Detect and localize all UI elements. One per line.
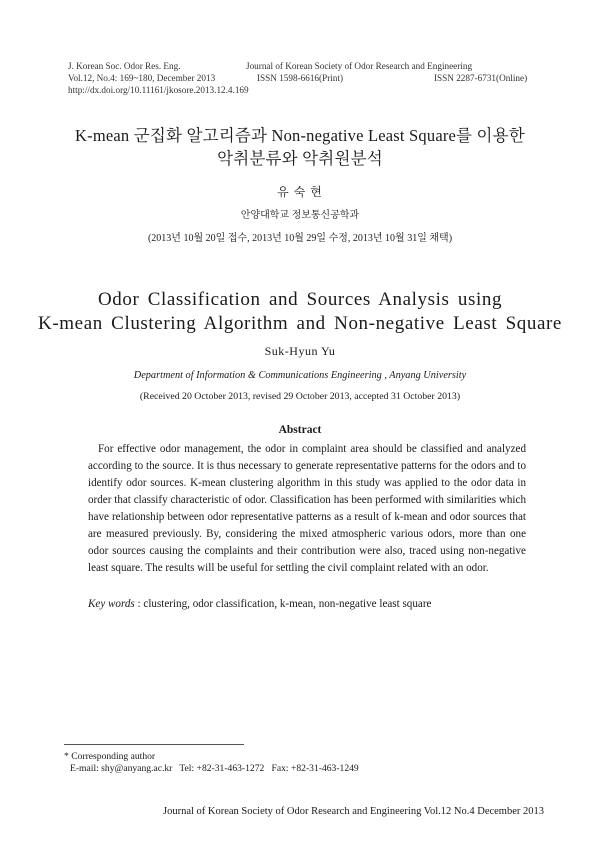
keywords-line xyxy=(88,598,431,610)
korean-affiliation: 안양대학교 정보통신공학과 xyxy=(240,210,360,221)
keywords-label: Key words xyxy=(88,598,135,610)
english-title-line2: K-mean Clustering Algorithm and Non-negative Least Square xyxy=(38,313,562,334)
keywords-separator: : xyxy=(137,598,141,610)
english-author: Suk-Hyun Yu xyxy=(264,344,336,358)
korean-title-line2: 악취분류와 악취원분석 xyxy=(217,149,383,168)
corresponding-author-note: * Corresponding author xyxy=(64,751,156,762)
doi-link[interactable]: http://dx.doi.org/10.11161/jkosore.2013.12.4.169 xyxy=(68,85,249,95)
english-affiliation: Department of Information & Communications Engineering , Anyang University xyxy=(133,370,467,381)
english-dates: (Received 20 October 2013, revised 29 October 2013, accepted 31 October 2013) xyxy=(139,391,461,402)
journal-full-name: Journal of Korean Society of Odor Research and Engineering xyxy=(246,61,473,71)
contact-info: E-mail: shy@anyang.ac.kr Tel: +82-31-463-1272 Fax: +82-31-463-1249 xyxy=(70,763,359,774)
issn-online: ISSN 2287-6731(Online) xyxy=(434,73,528,83)
page-footer: Journal of Korean Society of Odor Research and Engineering Vol.12 No.4 December 2013 xyxy=(162,806,544,817)
english-title-line1: Odor Classification and Sources Analysis using xyxy=(97,289,503,310)
korean-title-line1: K-mean 군집화 알고리즘과 Non-negative Least Square를 이용한 xyxy=(75,126,525,145)
footnote-divider xyxy=(64,744,244,745)
issn-print: ISSN 1598-6616(Print) xyxy=(257,73,344,83)
korean-dates: (2013년 10월 20일 접수, 2013년 10월 29일 수정, 2013년 10월 31일 채택) xyxy=(147,233,453,244)
korean-author: 유 숙 현 xyxy=(277,185,323,199)
keywords-text: clustering, odor classification, k-mean, non-negative least square xyxy=(143,598,432,610)
abstract-text: For effective odor management, the odor in complaint area should be classified and analyzed according to the source. It is thus necessary to generate representative patterns for the odors and to identify odor sources. K-mean clustering algorithm in this study was applied to the odor data in order that classify characteristic of odor. Classification has been performed with similarities which have relationship between odor representative patterns as a result of k-mean and odor sources that are measured previously. By, considering the mixed atmospheric various odors, more than one odor sources causing the complaints and their contribution were also, traced using non-negative least square. The results will be useful for settling the civil complaint related with an odor. xyxy=(88,443,526,574)
volume-info: Vol.12, No.4: 169~180, December 2013 xyxy=(68,73,216,83)
abstract-heading: Abstract xyxy=(278,424,322,436)
journal-short-name: J. Korean Soc. Odor Res. Eng. xyxy=(68,61,181,71)
